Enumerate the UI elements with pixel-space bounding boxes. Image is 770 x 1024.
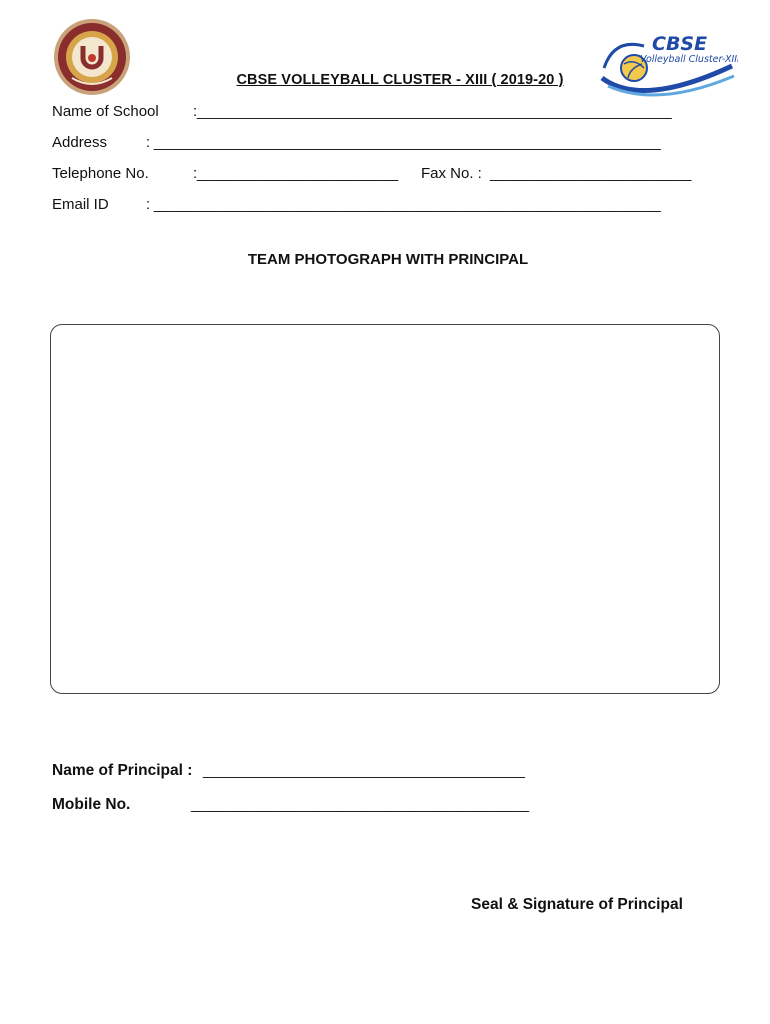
address-label: Address [52,134,108,151]
logo-subtitle-text: Volleyball Cluster-XIII [640,54,738,65]
telephone-label: Telephone No. [52,165,149,182]
email-field[interactable]: : _______________________________________________________________ [146,196,661,213]
mobile-field[interactable]: __________________________________________ [191,796,529,813]
cbse-volleyball-logo [598,28,738,104]
school-name-field[interactable]: :___________________________________________________________ [193,103,672,120]
address-field[interactable]: : _______________________________________________________________ [146,134,661,151]
page-title: CBSE VOLLEYBALL CLUSTER - XIII ( 2019-20 ) [236,72,564,88]
fax-field[interactable]: _________________________ [490,165,692,182]
principal-name-label: Name of Principal : [52,762,193,779]
fax-label: Fax No. : [421,165,482,182]
telephone-field[interactable]: :_________________________ [193,165,398,182]
school-name-label: Name of School [52,103,159,120]
signature-label: Seal & Signature of Principal [471,896,683,913]
principal-name-field[interactable]: ________________________________________ [203,762,525,779]
team-photo-box[interactable] [50,324,720,694]
photo-section-heading: TEAM PHOTOGRAPH WITH PRINCIPAL [247,251,529,268]
logo-brand-text: CBSE [652,33,708,55]
email-label: Email ID [52,196,109,213]
mobile-label: Mobile No. [52,796,131,813]
